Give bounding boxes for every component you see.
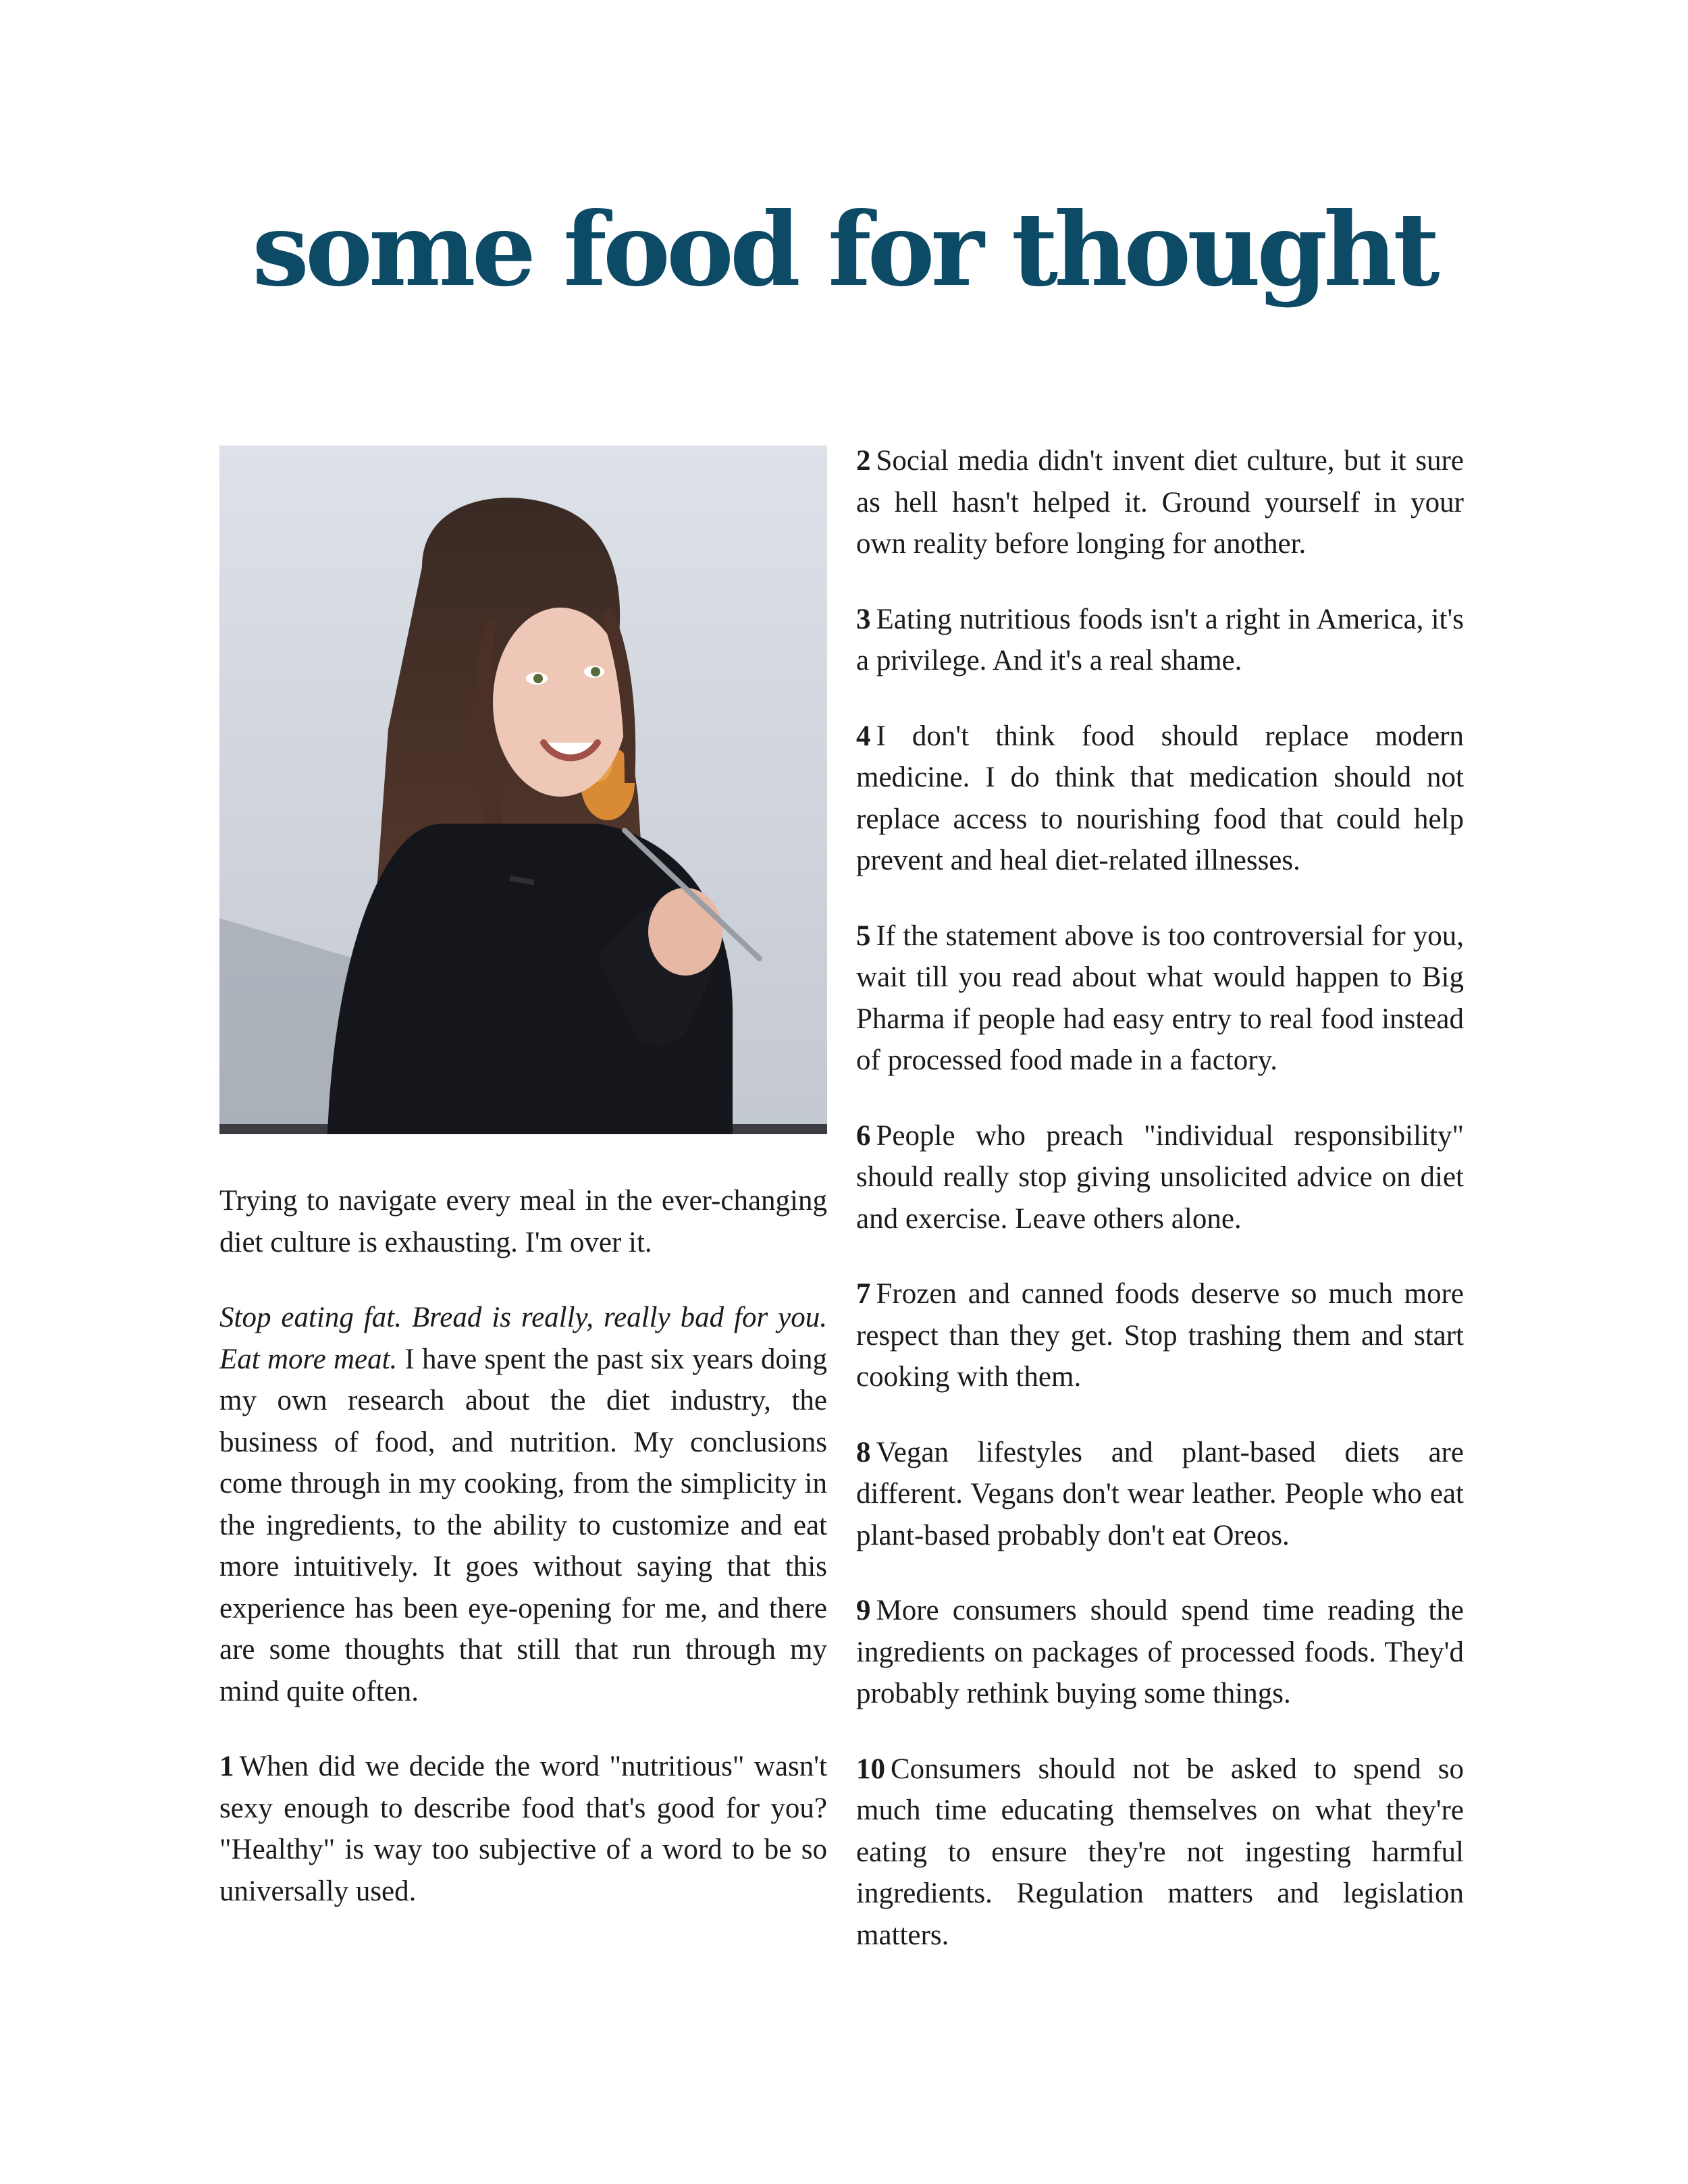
thought-text: I don't think food should replace modern medicine. I do think that medication should not replace access to nourishing food that could help prevent and heal diet-related illnesses. <box>856 720 1464 876</box>
thought-number: 10 <box>856 1753 885 1785</box>
thought-number: 9 <box>856 1595 871 1626</box>
thought-text: More consumers should spend time reading the ingredients on packages of processed foods. They'd probably rethink buying some things. <box>856 1595 1464 1709</box>
thought-number: 8 <box>856 1436 871 1468</box>
thought-text: Frozen and canned foods deserve so much more respect than they get. Stop trashing them and start cooking with them. <box>856 1278 1464 1393</box>
thought-item-2 <box>856 440 1464 565</box>
thought-item-7 <box>856 1273 1464 1398</box>
thought-item-3 <box>856 599 1464 682</box>
thought-number: 2 <box>856 445 871 477</box>
thought-number: 1 <box>219 1751 234 1782</box>
thought-text: If the statement above is too controversial for you, wait till you read about what would happen to Big Pharma if people had easy entry to real food instead of processed food made in a factory. <box>856 920 1464 1076</box>
thought-item-8 <box>856 1432 1464 1557</box>
intro-paragraph-2-text: I have spent the past six years doing my own research about the diet industry, the business of food, and nutrition. My conclusions come through in my cooking, from the simplicity in the ingredients, to the ability to customize and eat more intuitively. It goes without saying that this experience has been eye-opening for me, and there are some thoughts that still that run through my mind quite often. <box>219 1343 827 1707</box>
thought-item-9 <box>856 1590 1464 1715</box>
thought-text: Eating nutritious foods isn't a right in America, it's a privilege. And it's a real shame. <box>856 603 1464 676</box>
thought-item-6 <box>856 1115 1464 1240</box>
thought-text: People who preach "individual responsibility" should really stop giving unsolicited advice on diet and exercise. Leave others alone. <box>856 1119 1464 1235</box>
thought-text: Vegan lifestyles and plant-based diets are different. Vegans don't wear leather. People who eat plant-based probably don't eat Oreos. <box>856 1436 1464 1551</box>
thought-number: 3 <box>856 603 871 635</box>
page-title: some food for thought <box>252 190 1436 309</box>
thought-text: Consumers should not be asked to spend so much time educating themselves on what they're eating to ensure they're not ingesting harmful ingredients. Regulation matters and legislation matters. <box>856 1753 1464 1951</box>
intro-italic-quote: Stop eating fat. Bread is really, really bad for you. Eat more meat. <box>219 1302 827 1375</box>
right-column <box>856 440 1464 1990</box>
thought-number: 7 <box>856 1278 871 1310</box>
thought-text: When did we decide the word "nutritious" wasn't sexy enough to describe food that's good for you? "Healthy" is way too subjective of a word to be so universally used. <box>219 1751 827 1907</box>
thought-item-5 <box>856 915 1464 1082</box>
thought-number: 6 <box>856 1119 871 1152</box>
thought-item-4 <box>856 716 1464 882</box>
left-column <box>219 1180 827 1946</box>
thought-number: 4 <box>856 720 871 752</box>
thought-item-10 <box>856 1749 1464 1956</box>
thought-item-1 <box>219 1746 827 1912</box>
intro-paragraph-2 <box>219 1297 827 1712</box>
intro-paragraph-1: Trying to navigate every meal in the ever-changing diet culture is exhausting. I'm over it. <box>219 1185 827 1258</box>
thought-number: 5 <box>856 920 871 952</box>
portrait-photo <box>219 446 827 1134</box>
thought-text: Social media didn't invent diet culture, but it sure as hell hasn't helped it. Ground yourself in your own reality before longing for another. <box>856 445 1464 560</box>
